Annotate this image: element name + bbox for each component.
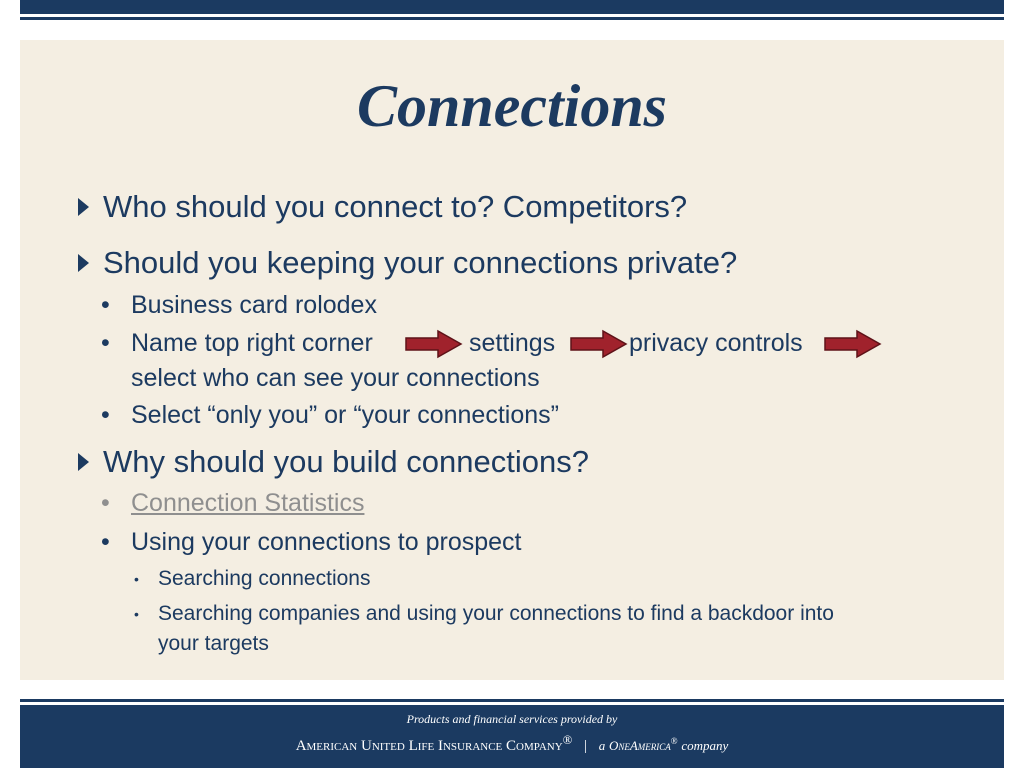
bullet-keep-private [103,245,737,281]
privacy-controls-label: privacy controls [629,329,803,357]
bullet-dot-icon: • [101,329,110,357]
footer-tagline: Products and financial services provided by [406,712,618,726]
bullet-triangle-icon [78,254,89,272]
bullet-dot-icon: • [101,401,110,429]
footer [20,705,1004,768]
sub-bullet-statistics [101,486,365,520]
privacy-path-continued: select who can see your connections [131,364,540,392]
connection-statistics-link[interactable]: Connection Statistics [131,489,365,517]
bullet-dot-icon: • [101,528,110,556]
bullet-connect-to [103,189,687,225]
bullet-why-build [103,444,589,480]
registered-mark-2: ® [670,736,678,746]
sub-bullet-rolodex [101,288,377,322]
slide-title: Connections [356,73,668,139]
bullet-dot-icon: • [134,571,139,587]
right-arrow-icon [569,328,629,360]
settings-label: settings [469,329,556,357]
bullet-dot-icon: • [134,606,139,622]
bullet-text: Name top right corner [131,329,373,357]
bullet-text: Searching companies and using your connections to find a backdoor into [158,602,834,625]
sub-bullet-privacy-path [101,326,373,360]
sub-sub-bullet-searching-companies [134,599,834,629]
bullet-text: Business card rolodex [131,291,377,319]
footer-company-line [20,733,1004,755]
searching-companies-continued: your targets [158,632,269,655]
right-arrow-icon [823,328,883,360]
footer-separator: | [583,738,587,754]
bullet-triangle-icon [78,453,89,471]
footer-company-word: company [681,738,729,753]
sub-sub-bullet-searching-connections [134,564,371,594]
sub-bullet-select-only-you [101,398,559,432]
sub-bullet-prospect [101,525,522,559]
footer-a: a [598,738,606,753]
right-arrow-icon [404,328,464,360]
registered-mark: ® [562,733,573,747]
bullet-triangle-icon [78,198,89,216]
bottom-rule [20,699,1004,702]
bullet-text: Searching connections [158,567,371,590]
bullet-text: Select “only you” or “your connections” [131,401,559,429]
bullet-text: Who should you connect to? Competitors? [103,189,688,224]
bullet-text: Using your connections to prospect [131,528,522,556]
bullet-dot-icon: • [101,291,110,319]
company-name: American United Life Insurance Company [295,738,563,754]
bullet-dot-icon: • [101,489,110,517]
oneamerica-name: OneAmerica [608,738,671,753]
bullet-text: Why should you build connections? [103,444,589,479]
bullet-text: Should you keeping your connections private? [103,245,738,280]
